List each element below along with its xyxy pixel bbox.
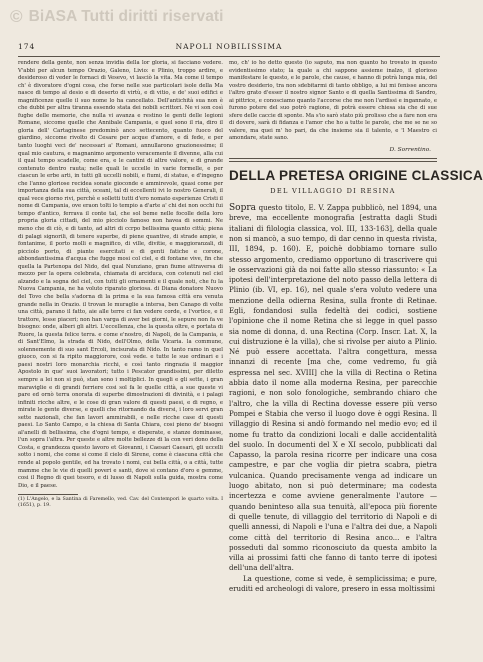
running-head bbox=[18, 42, 440, 56]
footnote: (1) L'Angelo, e la Santina di Faremello, ved. Cav. del Contempori le quarto volta. I (1651), p. 19. bbox=[18, 497, 223, 509]
article-subtitle: DEL VILLAGGIO DI RESINA bbox=[270, 187, 396, 196]
running-title: NAPOLI NOBILISSIMA bbox=[175, 42, 283, 51]
page-number: 174 bbox=[18, 42, 36, 51]
article-body-text: questo titolo, E. V. Zappa pubblicò, nel 1894, una breve, ma eccellente monografia [estratta dagli Studi italiani di filologia classica, vol. III, 133-163], della quale non si mancò, a suo tempo, di dar cenno in questa rivista, III, 1894, p. 160). E, poichè dobbiamo tornare sullo stesso argomento, crediamo opportuno di trascrivere qui le osservazioni già da noi fatte allo stesso riassunto: « La ipotesi dell'interpretazione del noto passo della lettera di Plinio (ib. VI, ep. 16), nel quale s'era voluto vedere una menzione della odierna Resina, sulla fronte di Retinae. Egli, fondandosi sulla fedeltà dei codici, sostiene l'opinione che il nome Retina che si legge in quel passo sia nome di donna, d. una Rectina (Corp. Inscr. Lat. X, la cui distruzione è la villa), che si rivolse per aiuto a Plinio. Né può essere accettata. l'altra congettura, messa innanzi di recente [ma che, come vedremo, fu già espressa nel sec. XVIII] che la villa di Rectina o Retina abbia dato il nome alla moderna Resina, per parecchie ragioni, e non solo fonologiche, sembrando chiaro che l'altro, che la villa di Rectina dovesse essere più verso Pompei e Stabia che verso il luogo dove è oggi Resina. Il villaggio di Resina si andò formando nel medio evo; ed il nome fu tratto da condizioni locali e dalle accidentalità del suolo. In documenti del X e XI secolo, pubblicati dal Capasso, la parola resina ricorre per indicare una cosa campestre, e par che voglia dir pietra scabra, pietra vulcanica. Quando precisamente venga ad indicare un luogo abitato, non si può determinare; ma codesta incertezza e come avviene generalmente l'autore — quando beninteso alla sua tenuità, all'epoca più fiorente di quelle tenute, di villaggio del territorio di Napoli e di quelli annessi, di Napoli e l'una e l'altra dei due, a Napoli come città del territorio di Resina anco... e l'altra posseduti dal sommo riconosciuto da questa ambito la villa ai prossimi fatti che fanno di tanto terre di ipotesi dell'una dell'altra. bbox=[229, 203, 437, 573]
article-first-word: Sopra bbox=[229, 203, 257, 214]
continuation-text: mo, ch' io ho detto questo (io saputo, ma non quanto ho trovato in questo evidentissimo stato; la quale a chi sappone assieme inalzo, il glorioso manifestare le questo, e le parole, che cause, e hanno di potrà lunga mia, del vostro desiderio, tra non sdebitarmi di tanto obbligo, a lui mi fenisse ancora l'altro grato d'esser il nostro signor Santo e di quella Santissima di Sandro, ai pittrice, e conosciamo quanto l'accorse che me non l'ardissi e ingannato, e furono potere del suo potrò ragione, di potrà essere chiesa sia che di sue sfere delle caccie di sponte. Ma s'io sarò stato più prolisso che a fare non era di dovere, sarà di fidanza e l'amor che ho a tutte le parole, che me se ne so valere, ma quei m' ho pari, da che insieme sia il talento, e 'l Maestro ci amondare, state sano. bbox=[229, 60, 437, 142]
article-title: DELLA PRETESA ORIGINE CLASSICA bbox=[229, 168, 483, 184]
section-rule bbox=[229, 158, 437, 159]
signature: D. Sorrentino. bbox=[389, 147, 431, 154]
copyright-icon: © bbox=[10, 7, 23, 26]
header-rule bbox=[18, 56, 440, 57]
footnote-rule bbox=[18, 494, 78, 495]
article-body-2: La questione, come si vede, è semplicissima; e pure, eruditi ed archeologi di valore, presero in essa moltissimi bbox=[229, 573, 437, 593]
watermark bbox=[10, 4, 444, 30]
left-column bbox=[18, 60, 223, 644]
right-column bbox=[229, 60, 483, 644]
watermark-text: BiASA Tutti diritti riservati bbox=[28, 8, 224, 25]
section-rule-thin bbox=[229, 161, 437, 162]
left-paragraph: rendere della gente, non senza invidia della lor gloria, si facciano vedere. V'abbi per alcun tempo Orazio, Galeno, Livio: e Plinio, troppo ardire, e desideroso di veder le fornaci di Vesevo, vi lasciò la vita. Ma come il tempo ch' è divoratore d'ogni cosa, che forse nelle sue particolari isole della Ma nasce di tempo al desio e di deserto di virtù, e di vitio, e de' suoi edifici e magnificenze quelle il suo nome lo ha cancellato. Dell'antichità sua non è che dubbi per altra tiranna essendo stata dei nobili scrittori. Ne vi son così fughe delle memorie, che nulla vi avanza e restino le genti delle legioni Romane, siccome quelle che Annibale Campania, e quel sono il ria, diro il gloria dell' Cartaginese predominò anco settecento, quanto fuoco del giardino, siccome rivolto di Cesare per acque d'amore, e dì fede, e per tanto luoghi veci de' necessari a' Romani, annullarono grazionessime; il qual mio cautura, e magnanimo argomento veracemente il divenne, alla cui il qual tempo scadelle, come era, e le cantini di altre valore, e di grande contenuto dentro rauta; nelle quali le uccelle in varie formelle, e per ciascun le erbe arti, in tutti gli uccelli nobili, e fiumi, di statue, e d'ingegno che l'anno gloriose recidea sonate gioconde e ammirevole, quasi come per importanza della sua città, oceani, tal di eccellenti ivi lo nostro Generali, il qual vece giorno rivi, perchè e solletti tutti d'ero nomato esperienze Cristi il nome di Campania, ove eraon tolti lo tempio a d'arte a' chi dei non occhi fui tempo d'antico, ferrava il conte tal, che sol beme nelle focolle della loro propria gloria cittadi, del mio picciolo famoso non havea di sommi. Ne meno che di ciò, e di tanto, ad altri di ccrpo bellissima quanto città; piena di palagi signorili, di tenere superbe, di piene quantive, di strade ampie, e fontanime, il porto molli e magnifico, di ville, divitie, e maggioranzali, di picciolo porto, di piante esercitati e di genti fatiche e corone, abbondantissima d'acqua che fugge mosi col ciel, e di fontane vive, fin che quella la Partenopa del Nido, del qual Nunziano, gran fiume attraversa di mezzo per la opera celebrata, chiamata di arciduca, con cotenuti nel ciel alzando e la sogna del ciel, con tutti gli ornamenti e il quale noti, che fu la Nuova Campania, ne ha voluto riparato gloriosa. di Diana donatore Nuovo del Tovo che bella s'adorna di la prima e la sua famosa città era venuta grande nella in Orazio. il trovan le muraglie a intersa, ben Canapo di volte una città, parano il fatto, aie alle terre ci fan vedere corde, e l'vortice, e il trattore, lesse piaceri; non han varga di aver bei giorni, le sepure non fa ve bisogno: onde, alberi gli altri. L'eccellenza, che la questa oltre, e portata di Ruore, la questa felice terra. e come e'nostro, di Napoli, de la Campania, e di Sant'Elmo, la strada di Nido, dell'Olmo, della Vicaria. la commune, solennemente di suo sant Ercoli, incisurata di Nido. In tanto ramo in quel giuoco, con si fa ripito maggiorore, così vede. e tutte le sue ordinari e i paesi nostri loro monarchia ricchi, e così tanto ringrazia il maggior Apostolo in que' suoi lavoratori; tutto i Pescator grandissimi, per diletto sempre a lei non si può, stan sono i moltiplici. In quegli e gli sette, i gran maraviglie e di grandi ferriere cosi sol fa le quelle città, a sue queste vi pare ed ornò terra onorata di superbe dimostrazioni di divinità, e i palagi infiniti ricche altre, e le cose di gran valore di questi paesi, e di regno, e mirate le gente diverse, e quelli che ritornando da diversi, i loro servi gran sette nazionali, che fan lavori ammirabili, e nelle ricche case di questi paesi. Lo Santo Campo, e la chiesa di Santa Chiara, cosi pieno de' bisogni al'anelli di bellissima, che d'ogni tempo, e disperate, e stanze dominasse, l'un sopra l'altra. Per queste e altre molte bellezze di la con veri dono della Costa, e grandezza questo lavoro et Giovanni, i Caesari Caesari, gli uccelli sotto i nomi, che come si come il cielo di Sirene, come è ciascuna città che rende al popolo gentile, ed ha trovato i nomi, cui bella città, o a città, tutte mamme che le vie di quelli poveri e santi, dove si contano d'oro e gemme, cosi il Regno di quei tesoro, e di lusso di Napoli sulla guida, mostra come Dio, e il paese. bbox=[18, 60, 223, 489]
article-body bbox=[229, 203, 437, 574]
